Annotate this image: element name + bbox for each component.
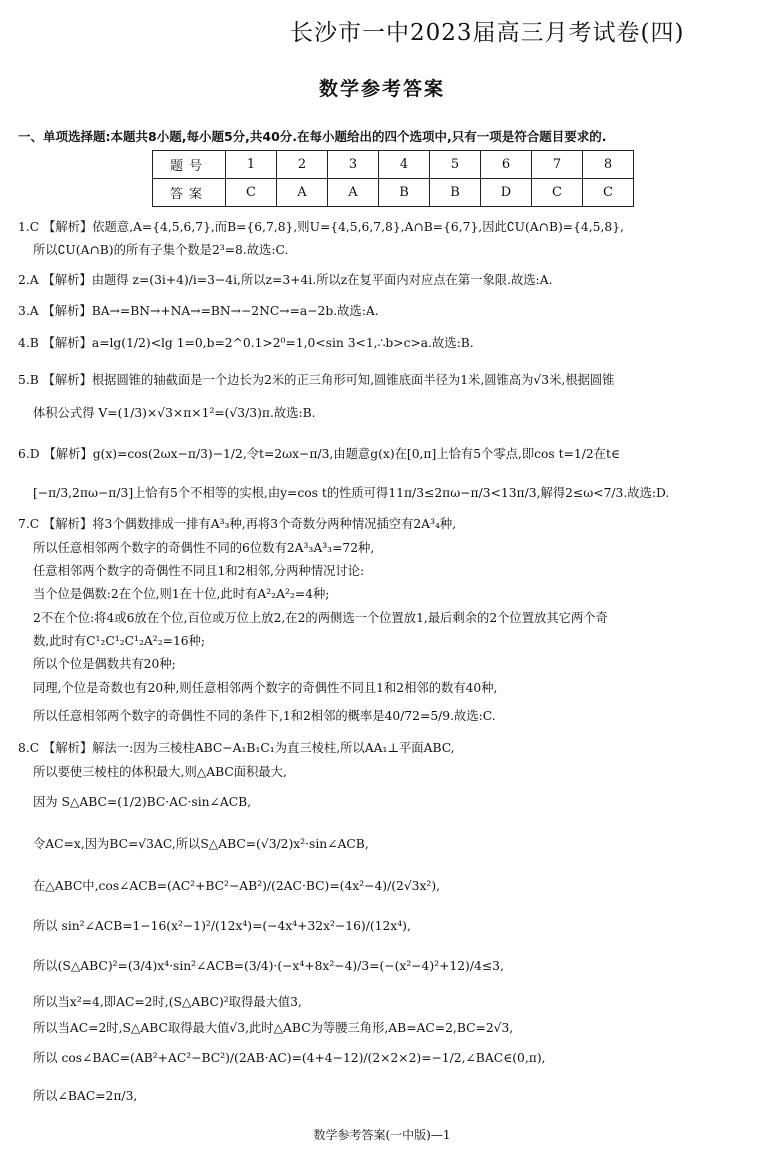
solution-line: 所以 cos∠BAC=(AB²+AC²−BC²)/(2AB·AC)=(4+4−12)/(2×2×2)=−1/2,∠BAC∈(0,π), <box>33 1051 546 1065</box>
page-subtitle: 数学参考答案 <box>318 78 445 100</box>
solution-line: 当个位是偶数:2在个位,则1在十位,此时有A²₂A²₂=4种; <box>33 587 330 601</box>
section-heading: 一、单项选择题:本题共8小题,每小题5分,共40分.在每小题给出的四个选项中,只有一项是符合题目要求的. <box>18 129 607 144</box>
solution-line: 所以当x²=4,即AC=2时,(S△ABC)²取得最大值3, <box>33 995 302 1009</box>
solution-line: 8.C 【解析】解法一:因为三棱柱ABC−A₁B₁C₁为直三棱柱,所以AA₁⊥平面ABC, <box>18 741 455 755</box>
table-cell: 2 <box>277 151 328 179</box>
solution-line: 2不在个位:将4或6放在个位,百位或万位上放2,在2的两侧选一个位置放1,最后剩余的2个位置放其它两个奇 <box>33 611 608 625</box>
solution-line: 数,此时有C¹₂C¹₂C¹₂A²₂=16种; <box>33 634 206 648</box>
page-title: 长沙市一中2023届高三月考试卷(四) <box>290 20 685 46</box>
page-footer: 数学参考答案(一中版)—1 <box>313 1128 451 1142</box>
table-row <box>153 179 634 207</box>
table-cell: C <box>583 179 634 207</box>
table-cell: 8 <box>583 151 634 179</box>
solution-line: 所以 sin²∠ACB=1−16(x²−1)²/(12x⁴)=(−4x⁴+32x²−16)/(12x⁴), <box>33 919 411 933</box>
answer-table <box>152 150 634 207</box>
solution-line: 所以∠BAC=2π/3, <box>33 1089 138 1103</box>
solution-line: 7.C 【解析】将3个偶数排成一排有A³₃种,再将3个奇数分两种情况插空有2A³₄种, <box>18 517 457 531</box>
solution-line: 同理,个位是奇数也有20种,则任意相邻两个数字的奇偶性不同且1和2相邻的数有40种, <box>33 681 498 695</box>
solution-line: 在△ABC中,cos∠ACB=(AC²+BC²−AB²)/(2AC·BC)=(4x²−4)/(2√3x²), <box>33 879 441 893</box>
solution-line: 3.A 【解析】BA→=BN→+NA→=BN→−2NC→=a−2b.故选:A. <box>18 304 379 318</box>
solution-line: 所以个位是偶数共有20种; <box>33 657 176 671</box>
table-cell: 3 <box>328 151 379 179</box>
solution-line: 因为 S△ABC=(1/2)BC·AC·sin∠ACB, <box>33 795 252 809</box>
solution-line: 所以任意相邻两个数字的奇偶性不同的6位数有2A³₃A³₃=72种, <box>33 541 375 555</box>
solution-line: [−π/3,2πω−π/3]上恰有5个不相等的实根,由y=cos t的性质可得11π/3≤2πω−π/3<13π/3,解得2≤ω<7/3.故选:D. <box>33 486 670 500</box>
table-cell: 1 <box>226 151 277 179</box>
table-cell: 6 <box>481 151 532 179</box>
table-cell: B <box>430 179 481 207</box>
table-cell: B <box>379 179 430 207</box>
table-cell: D <box>481 179 532 207</box>
solution-line: 所以∁U(A∩B)的所有子集个数是2³=8.故选:C. <box>33 243 289 257</box>
solution-line: 令AC=x,因为BC=√3AC,所以S△ABC=(√3/2)x²·sin∠ACB, <box>33 837 369 851</box>
table-cell: A <box>277 179 328 207</box>
table-cell: 7 <box>532 151 583 179</box>
solution-line: 所以要使三棱柱的体积最大,则△ABC面积最大, <box>33 765 287 779</box>
solution-line: 1.C 【解析】依题意,A={4,5,6,7},而B={6,7,8},则U={4,5,6,7,8},A∩B={6,7},因此∁U(A∩B)={4,5,8}, <box>18 220 624 234</box>
table-cell: A <box>328 179 379 207</box>
solution-line: 2.A 【解析】由题得 z=(3i+4)/i=3−4i,所以z=3+4i.所以z在复平面内对应点在第一象限.故选:A. <box>18 273 553 287</box>
table-row <box>153 151 634 179</box>
solution-line: 任意相邻两个数字的奇偶性不同且1和2相邻,分两种情况讨论: <box>33 564 365 578</box>
solution-line: 所以当AC=2时,S△ABC取得最大值√3,此时△ABC为等腰三角形,AB=AC=2,BC=2√3, <box>33 1021 514 1035</box>
solution-line: 5.B 【解析】根据圆锥的轴截面是一个边长为2米的正三角形可知,圆锥底面半径为1米,圆锥高为√3米,根据圆锥 <box>18 373 615 387</box>
table-cell: 4 <box>379 151 430 179</box>
table-cell: C <box>532 179 583 207</box>
solution-line: 所以任意相邻两个数字的奇偶性不同的条件下,1和2相邻的概率是40/72=5/9.故选:C. <box>33 709 496 723</box>
solution-line: 体积公式得 V=(1/3)×√3×π×1²=(√3/3)π.故选:B. <box>33 406 316 420</box>
solution-line: 6.D 【解析】g(x)=cos(2ωx−π/3)−1/2,令t=2ωx−π/3,由题意g(x)在[0,π]上恰有5个零点,即cos t=1/2在t∈ <box>18 447 621 461</box>
solution-line: 所以(S△ABC)²=(3/4)x⁴·sin²∠ACB=(3/4)·(−x⁴+8x²−4)/3=(−(x²−4)²+12)/4≤3, <box>33 959 504 973</box>
table-header-cell: 题号 <box>153 151 226 179</box>
solution-line: 4.B 【解析】a=lg(1/2)<lg 1=0,b=2^0.1>2⁰=1,0<sin 3<1,∴b>c>a.故选:B. <box>18 336 474 350</box>
table-cell: C <box>226 179 277 207</box>
table-cell: 5 <box>430 151 481 179</box>
table-header-cell: 答案 <box>153 179 226 207</box>
